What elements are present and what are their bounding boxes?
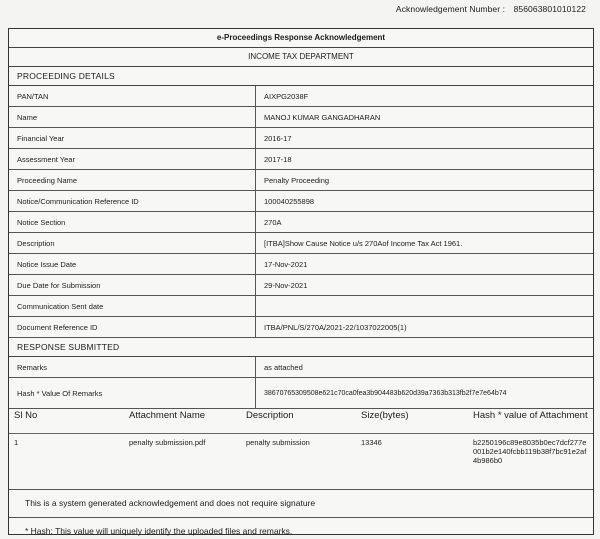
detail-label: Due Date for Submission [9,275,256,296]
detail-label: Financial Year [9,128,256,149]
proceeding-detail-row [9,275,593,296]
col-sl-no: Sl No [9,409,124,434]
proceeding-detail-row [9,191,593,212]
detail-value: 17-Nov-2021 [256,254,594,275]
acknowledgement-label: Acknowledgement Number : [395,4,506,14]
attachment-hash: b2250196c89e8035b0ec7dcf277e001b2e140fcbb119b38f7bc91e2af4b986b0 [473,438,587,465]
proceeding-detail-row [9,212,593,233]
detail-label: Communication Sent date [9,296,256,317]
detail-label: Description [9,233,256,254]
attachment-description: penalty submission [246,438,310,447]
attachment-size: 13346 [361,438,382,447]
proceeding-detail-row [9,170,593,191]
col-description: Description [241,409,356,434]
attachments-table [9,409,593,490]
attachment-row [9,434,593,491]
proceeding-detail-row [9,107,593,128]
detail-label: Notice Issue Date [9,254,256,275]
response-submitted-table [9,357,593,409]
detail-label: Notice Section [9,212,256,233]
proceeding-details-title: PROCEEDING DETAILS [9,67,593,86]
department-name: INCOME TAX DEPARTMENT [9,48,593,67]
proceeding-detail-row [9,254,593,275]
remarks-hash-label: Hash * Value Of Remarks [9,378,256,409]
response-submitted-title: RESPONSE SUBMITTED [9,338,593,357]
detail-label: Name [9,107,256,128]
detail-value: 2017-18 [256,149,594,170]
detail-value: AIXPG2038F [256,86,594,107]
detail-value: MANOJ KUMAR GANGADHARAN [256,107,594,128]
hash-footnote: * Hash: This value will uniquely identify the uploaded files and remarks. [9,517,593,536]
detail-value: [ITBA]Show Cause Notice u/s 270Aof Income Tax Act 1961. [256,233,594,254]
detail-value: 29-Nov-2021 [256,275,594,296]
detail-value: 270A [256,212,594,233]
detail-label: Proceeding Name [9,170,256,191]
proceeding-detail-row [9,317,593,338]
attachment-sl: 1 [14,438,19,447]
attachments-header-row [9,409,593,434]
detail-value: 100040255898 [256,191,594,212]
detail-label: Document Reference ID [9,317,256,338]
detail-value: Penalty Proceeding [256,170,594,191]
detail-value: ITBA/PNL/S/270A/2021-22/1037022005(1) [256,317,594,338]
detail-value [256,296,594,317]
remarks-row [9,357,593,378]
remarks-hash-value: 38670765309508e621c70ca0fea3b904483b620d39a7363b313fb2f7e7e64b74 [256,378,594,409]
col-size: Size(bytes) [356,409,468,434]
proceeding-detail-row [9,296,593,317]
proceeding-details-table [9,86,593,338]
remarks-value: as attached [256,357,594,378]
acknowledgement-value: 856063801010122 [513,4,586,14]
proceeding-detail-row [9,128,593,149]
acknowledgement-number [396,4,586,14]
detail-label: PAN/TAN [9,86,256,107]
col-hash: Hash * value of Attachment [468,409,593,434]
acknowledgement-document [8,28,594,535]
detail-label: Assessment Year [9,149,256,170]
proceeding-detail-row [9,233,593,254]
proceeding-detail-row [9,86,593,107]
attachment-name: penalty submission.pdf [129,438,206,447]
detail-value: 2016-17 [256,128,594,149]
col-attachment-name: Attachment Name [124,409,241,434]
proceeding-detail-row [9,149,593,170]
system-generated-note: This is a system generated acknowledgement and does not require signature [9,489,593,508]
document-title: e-Proceedings Response Acknowledgement [9,29,593,48]
detail-label: Notice/Communication Reference ID [9,191,256,212]
remarks-hash-row [9,378,593,409]
remarks-label: Remarks [9,357,256,378]
